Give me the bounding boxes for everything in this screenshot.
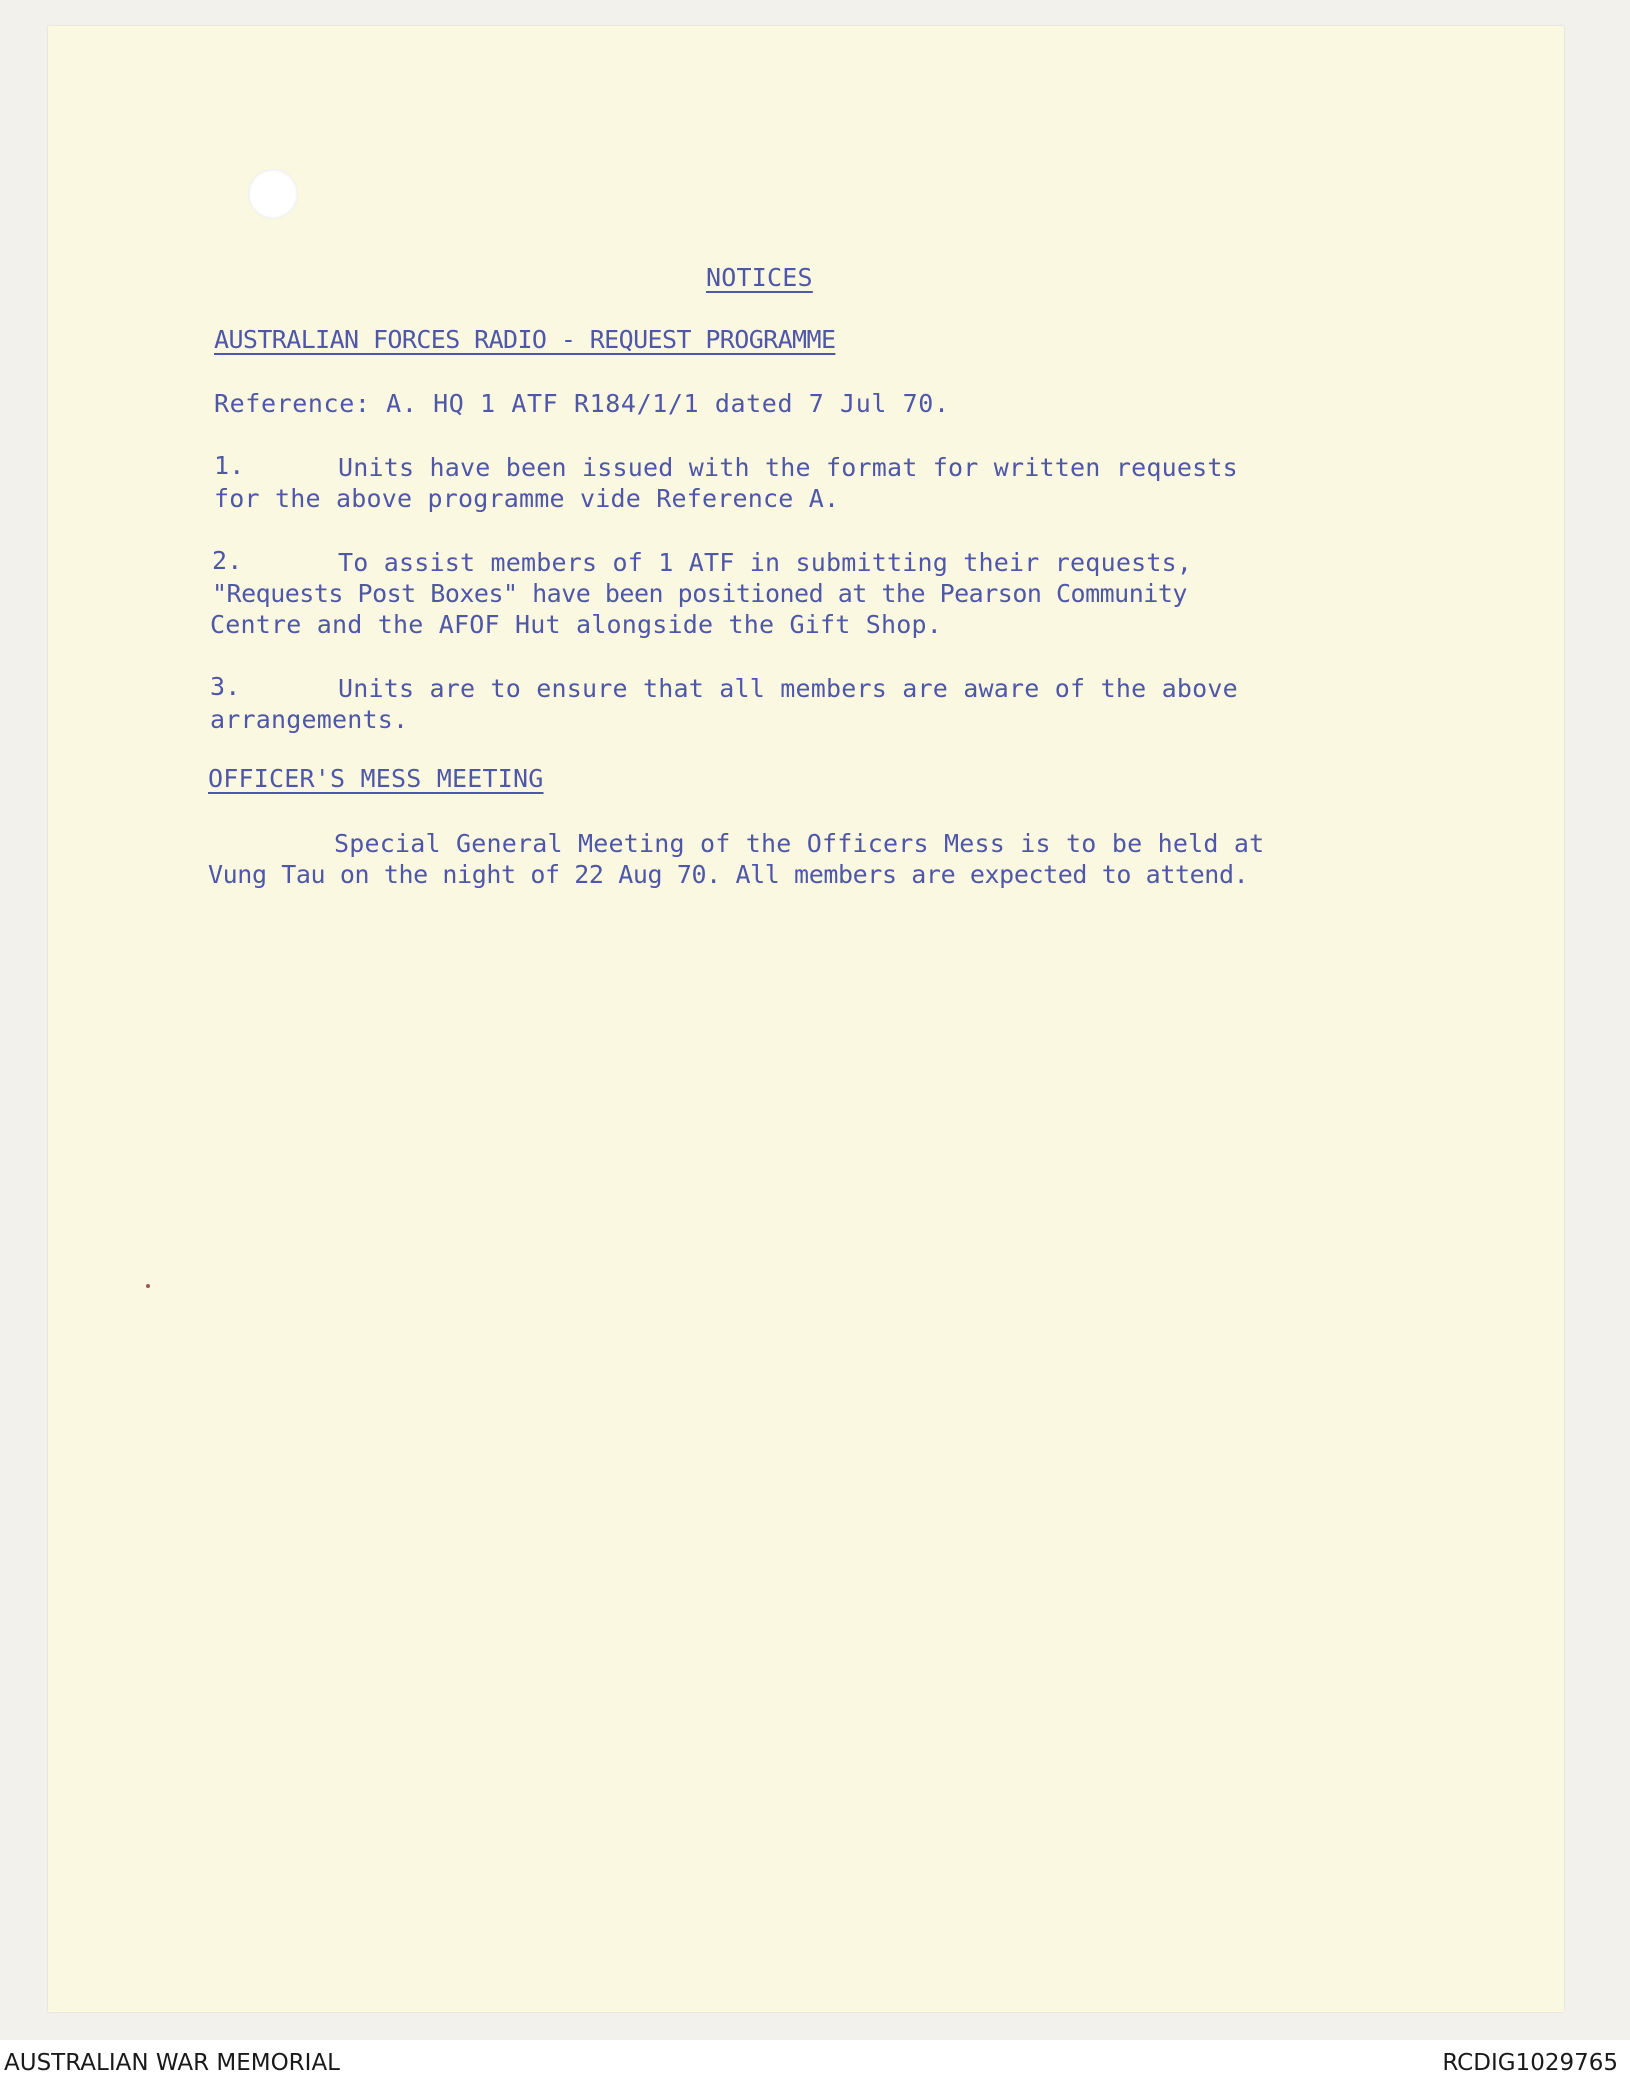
paper-speck [146,1284,150,1288]
paragraph-3-line-1: Units are to ensure that all members are aware of the above [338,674,1238,703]
section-heading-radio: AUSTRALIAN FORCES RADIO - REQUEST PROGRAMME [214,325,836,354]
paragraph-number: 1. [214,451,245,480]
section-heading-mess: OFFICER'S MESS MEETING [208,764,544,793]
document-title: NOTICES [706,263,813,292]
paragraph-number: 2. [212,546,243,575]
footer-identifier: RCDIG1029765 [1442,2050,1618,2076]
paragraph-2-line-3: Centre and the AFOF Hut alongside the Gift Shop. [210,610,943,639]
mess-meeting-line-1: Special General Meeting of the Officers Mess is to be held at [334,829,1265,858]
paragraph-number: 3. [210,672,241,701]
paragraph-3-line-2: arrangements. [210,705,409,734]
paragraph-1-line-2: for the above programme vide Reference A. [214,484,840,513]
punch-hole [248,169,298,219]
paragraph-2-line-1: To assist members of 1 ATF in submitting their requests, [338,548,1193,577]
reference-line: Reference: A. HQ 1 ATF R184/1/1 dated 7 Jul 70. [214,389,950,418]
footer-institution: AUSTRALIAN WAR MEMORIAL [4,2050,340,2076]
mess-meeting-line-2: Vung Tau on the night of 22 Aug 70. All members are expected to attend. [208,860,1249,889]
paragraph-1-line-1: Units have been issued with the format for written requests [338,453,1238,482]
paragraph-2-line-2: "Requests Post Boxes" have been positioned at the Pearson Community [212,579,1187,608]
